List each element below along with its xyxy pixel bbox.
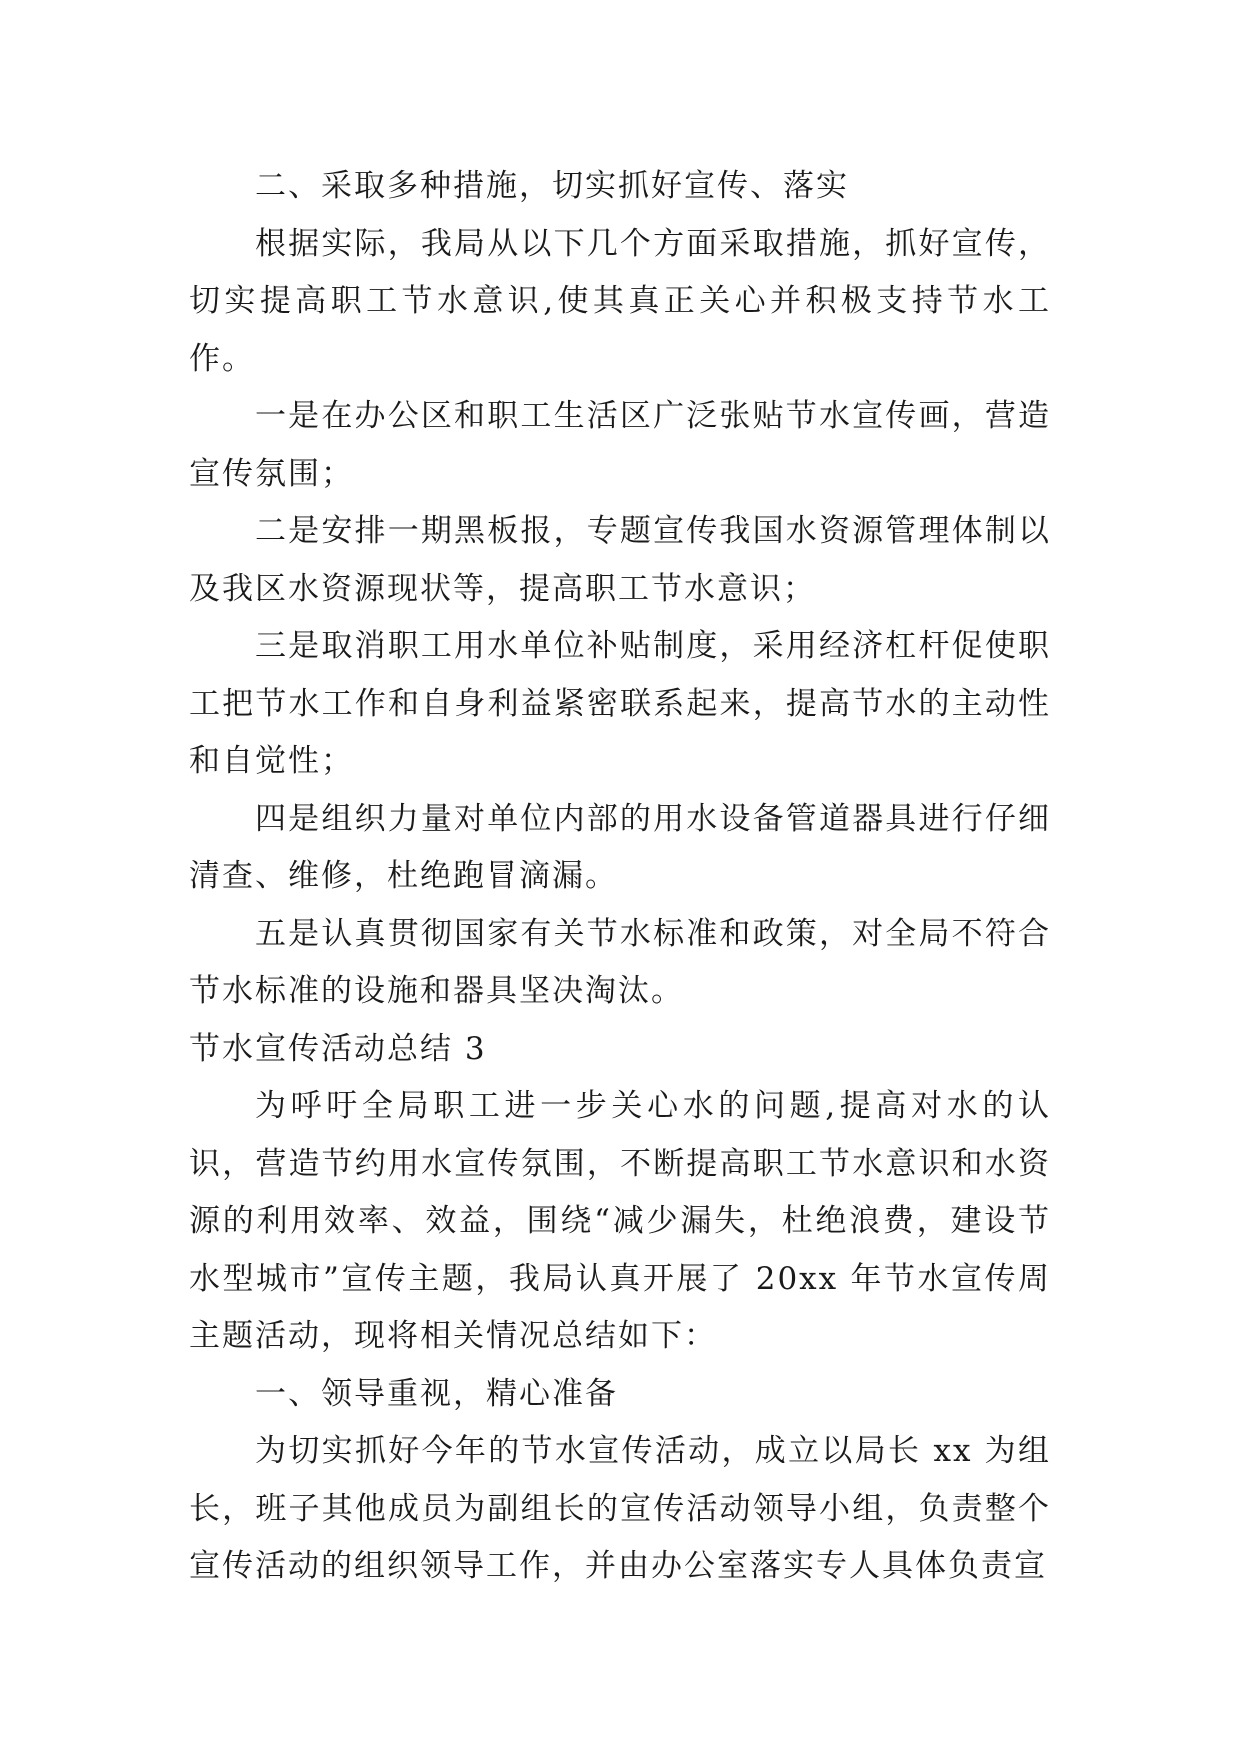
paragraph-item-5: 五是认真贯彻国家有关节水标准和政策，对全局不符合节水标准的设施和器具坚决淘汰。 — [189, 915, 1051, 1009]
paragraph-item-2: 二是安排一期黑板报，专题宣传我国水资源管理体制以及我区水资源现状等，提高职工节水意识； — [189, 513, 1051, 607]
paragraph-item-4: 四是组织力量对单位内部的用水设备管道器具进行仔细清查、维修，杜绝跑冒滴漏。 — [189, 800, 1051, 894]
paragraph-item-1: 一是在办公区和职工生活区广泛张贴节水宣传画，营造宣传氛围； — [189, 398, 1051, 492]
paragraph-leadership: 为切实抓好今年的节水宣传活动，成立以局长 xx 为组长，班子其他成员为副组长的宣传活动领导小组，负责整个宣传活动的组织领导工作，并由办公室落实专人具体负责宣 — [189, 1433, 1051, 1584]
paragraph-intro: 根据实际，我局从以下几个方面采取措施，抓好宣传，切实提高职工节水意识,使其真正关心并积极支持节水工作。 — [189, 225, 1051, 377]
document-body — [189, 158, 1051, 1596]
paragraph-heading-leadership: 一、领导重视，精心准备 — [255, 1375, 618, 1412]
paragraph-item-3: 三是取消职工用水单位补贴制度，采用经济杠杆促使职工把节水工作和自身利益紧密联系起来，提高节水的主动性和自觉性； — [189, 628, 1051, 779]
section-title: 节水宣传活动总结 3 — [189, 1030, 487, 1067]
paragraph-heading-measures: 二、采取多种措施，切实抓好宣传、落实 — [255, 168, 849, 204]
paragraph-summary-intro: 为呼吁全局职工进一步关心水的问题,提高对水的认识，营造节约用水宣传氛围，不断提高职工节水意识和水资源的利用效率、效益，围绕“减少漏失，杜绝浪费，建设节水型城市”宣传主题，我局认真开展了 20xx 年节水宣传周主题活动，现将相关情况总结如下： — [189, 1088, 1051, 1354]
